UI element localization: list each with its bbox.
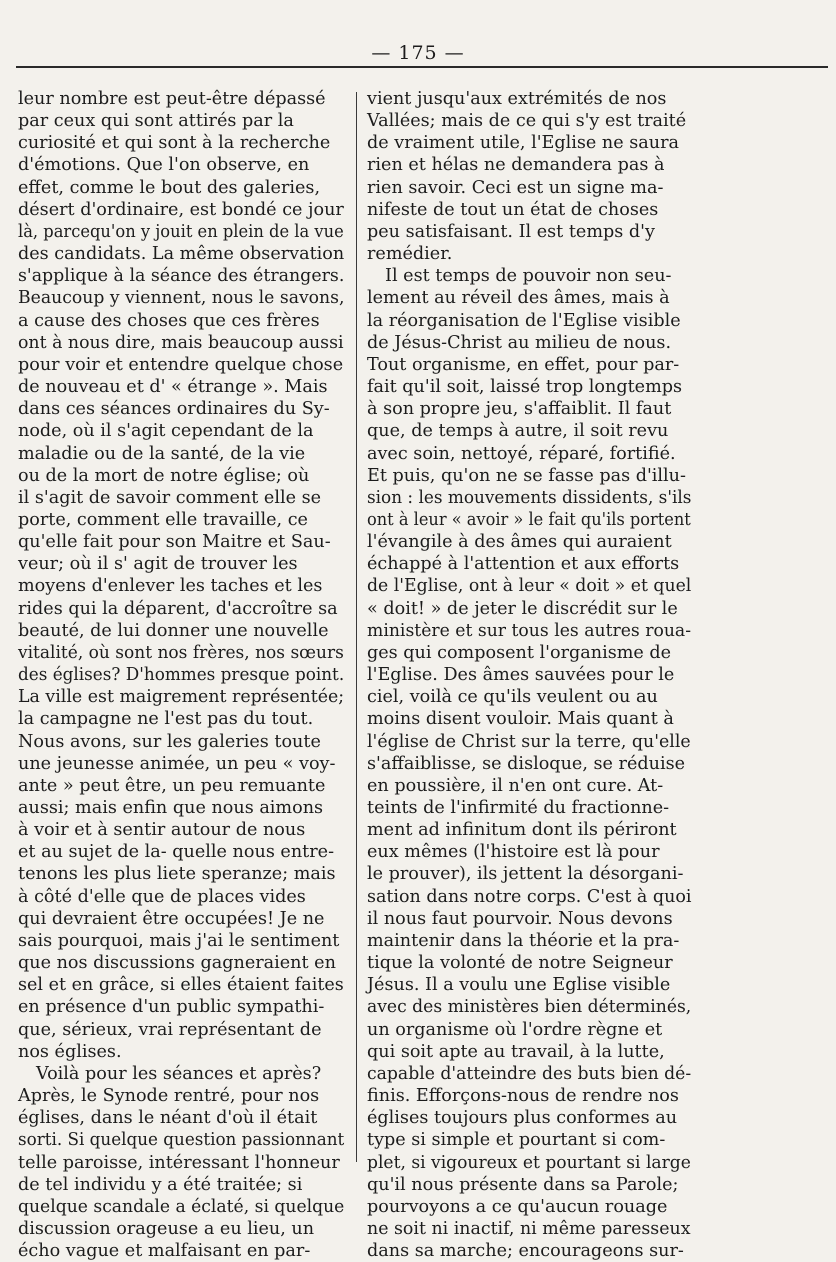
text-line: capable d'atteindre des buts bien dé-: [367, 1063, 692, 1084]
text-line: avec soin, nettoyé, réparé, fortifié.: [367, 443, 676, 464]
text-line: de l'Eglise, ont à leur « doit » et quel: [367, 576, 692, 597]
text-line: fait qu'il soit, laissé trop longtemps: [367, 377, 683, 398]
text-line: l'évangile à des âmes qui auraient: [367, 532, 672, 553]
text-line: beauté, de lui donner une nouvelle: [18, 620, 329, 641]
text-line: finis. Efforçons-nous de rendre nos: [367, 1086, 679, 1107]
header-rule: [16, 66, 828, 68]
text-line: dans sa marche; encourageons sur-: [367, 1241, 684, 1262]
text-line: lement au réveil des âmes, mais à: [367, 288, 670, 309]
text-line: Vallées; mais de ce qui s'y est traité: [367, 111, 687, 132]
text-line: s'affaiblisse, se disloque, se réduise: [367, 753, 686, 774]
text-line: échappé à l'attention et aux efforts: [367, 554, 680, 575]
text-line: une jeunesse animée, un peu « voy-: [18, 753, 336, 774]
text-line: rien savoir. Ceci est un signe ma-: [367, 177, 664, 198]
text-line: sel et en grâce, si elles étaient faites: [18, 975, 344, 996]
text-line: l'église de Christ sur la terre, qu'elle: [367, 731, 691, 752]
text-line: peu satisfaisant. Il est temps d'y: [367, 221, 655, 242]
page-number: — 175 —: [371, 42, 465, 64]
text-line: ont à leur « avoir » le fait qu'ils portent: [367, 509, 691, 530]
column-divider: [356, 92, 357, 1162]
text-line: qui soit apte au travail, à la lutte,: [367, 1041, 665, 1062]
text-line: églises, dans le néant d'où il était: [18, 1108, 318, 1129]
text-line: la réorganisation de l'Eglise visible: [367, 310, 681, 331]
text-line: désert d'ordinaire, est bondé ce jour: [18, 199, 344, 220]
text-line: sion : les mouvements dissidents, s'ils: [367, 487, 692, 508]
text-line: le prouver), ils jettent la désorgani-: [367, 864, 684, 885]
text-line: en poussière, il n'en ont cure. At-: [367, 775, 664, 796]
text-line: nos églises.: [18, 1041, 122, 1062]
text-line: que nos discussions gagneraient en: [18, 953, 336, 974]
text-line: rien et hélas ne demandera pas à: [367, 155, 665, 176]
text-line: vient jusqu'aux extrémités de nos: [367, 89, 667, 109]
text-line: eux mêmes (l'histoire est là pour: [367, 842, 660, 863]
text-line: la campagne ne l'est pas du tout.: [18, 709, 314, 730]
text-line: porte, comment elle travaille, ce: [18, 509, 308, 530]
left-column: [18, 88, 344, 1262]
text-line: rides qui la déparent, d'accroître sa: [18, 598, 338, 619]
text-line: un organisme où l'ordre règne et: [367, 1019, 663, 1040]
text-line: Et puis, qu'on ne se fasse pas d'illu-: [367, 465, 686, 486]
text-line: qu'elle fait pour son Maitre et Sau-: [18, 532, 331, 553]
text-line: sorti. Si quelque question passionnant: [18, 1130, 345, 1151]
text-line: ante » peut être, un peu remuante: [18, 775, 326, 796]
text-line: vitalité, où sont nos frères, nos sœurs: [18, 642, 344, 663]
text-line: ministère et sur tous les autres roua-: [367, 620, 692, 641]
text-line: tique la volonté de notre Seigneur: [367, 953, 673, 974]
text-line: type si simple et pourtant si com-: [367, 1130, 666, 1151]
text-line: sais pourquoi, mais j'ai le sentiment: [18, 930, 340, 951]
text-line: Jésus. Il a voulu une Eglise visible: [367, 975, 671, 996]
text-line: veur; où il s' agit de trouver les: [18, 554, 298, 575]
text-line: de nouveau et d' « étrange ». Mais: [18, 377, 328, 398]
text-line: plet, si vigoureux et pourtant si large: [367, 1152, 691, 1173]
text-line: ges qui composent l'organisme de: [367, 642, 672, 663]
text-line: effet, comme le bout des galeries,: [18, 177, 321, 198]
text-line: de vraiment utile, l'Eglise ne saura: [367, 133, 680, 154]
text-line: que, sérieux, vrai représentant de: [18, 1019, 322, 1040]
text-line: tenons les plus liete speranze; mais: [18, 864, 336, 885]
text-line: sation dans notre corps. C'est à quoi: [367, 886, 692, 907]
text-line: a cause des choses que ces frères: [18, 310, 320, 331]
text-line: de Jésus-Christ au milieu de nous.: [367, 332, 672, 353]
text-line: maladie ou de la santé, de la vie: [18, 443, 306, 464]
text-line: maintenir dans la théorie et la pra-: [367, 930, 680, 951]
text-line: à voir et à sentir autour de nous: [18, 820, 306, 841]
text-line: avec des ministères bien déterminés,: [367, 997, 692, 1018]
text-line: moyens d'enlever les taches et les: [18, 576, 323, 597]
text-line: il nous faut pourvoir. Nous devons: [367, 908, 673, 929]
text-line: leur nombre est peut-être dépassé: [18, 89, 326, 109]
text-line: l'Eglise. Des âmes sauvées pour le: [367, 665, 675, 686]
text-line: ment ad infinitum dont ils périront: [367, 820, 677, 841]
text-line: ciel, voilà ce qu'ils veulent ou au: [367, 687, 658, 708]
text-line: de tel individu y a été traitée; si: [18, 1174, 303, 1195]
text-line: pour voir et entendre quelque chose: [18, 354, 344, 375]
text-line: Tout organisme, en effet, pour par-: [367, 354, 680, 375]
text-line: des candidats. La même observation: [18, 244, 345, 265]
text-line: discussion orageuse a eu lieu, un: [18, 1218, 315, 1239]
text-line: aussi; mais enfin que nous aimons: [18, 798, 324, 818]
text-line: remédier.: [367, 244, 453, 265]
text-line: dans ces séances ordinaires du Sy-: [18, 399, 330, 420]
text-line: d'émotions. Que l'on observe, en: [18, 155, 310, 176]
text-line: à son propre jeu, s'affaiblit. Il faut: [367, 399, 672, 420]
text-line: node, où il s'agit cependant de la: [18, 421, 314, 442]
text-line: Voilà pour les séances et après?: [36, 1063, 322, 1084]
text-line: La ville est maigrement représentée;: [18, 687, 345, 708]
text-line: ne soit ni inactif, ni même paresseux: [367, 1218, 691, 1239]
text-line: à côté d'elle que de places vides: [18, 886, 306, 907]
text-line: des églises? D'hommes presque point.: [18, 665, 345, 686]
text-line: ont à nous dire, mais beaucoup aussi: [18, 332, 344, 353]
text-line: moins disent vouloir. Mais quant à: [367, 709, 674, 730]
text-line: là, parcequ'on y jouit en plein de la vue: [18, 221, 344, 242]
text-line: il s'agit de savoir comment elle se: [18, 487, 322, 508]
text-line: ou de la mort de notre église; où: [18, 465, 310, 486]
text-line: qu'il nous présente dans sa Parole;: [367, 1174, 679, 1195]
text-line: qui devraient être occupées! Je ne: [18, 908, 325, 929]
right-column: [367, 88, 691, 1262]
text-line: Nous avons, sur les galeries toute: [18, 731, 321, 752]
text-line: Après, le Synode rentré, pour nos: [18, 1086, 320, 1107]
text-line: que, de temps à autre, il soit revu: [367, 421, 669, 442]
text-line: en présence d'un public sympathi-: [18, 997, 325, 1018]
text-line: teints de l'infirmité du fractionne-: [367, 798, 670, 818]
text-line: par ceux qui sont attirés par la: [18, 111, 294, 132]
text-line: pourvoyons a ce qu'aucun rouage: [367, 1196, 668, 1217]
text-line: nifeste de tout un état de choses: [367, 199, 659, 220]
text-line: quelque scandale a éclaté, si quelque: [18, 1196, 345, 1217]
text-line: Il est temps de pouvoir non seu-: [385, 266, 672, 287]
text-line: Beaucoup y viennent, nous le savons,: [18, 288, 345, 309]
text-line: écho vague et malfaisant en par-: [18, 1241, 311, 1262]
text-line: églises toujours plus conformes au: [367, 1108, 678, 1129]
text-line: s'applique à la séance des étrangers.: [18, 266, 345, 287]
text-line: telle paroisse, intéressant l'honneur: [18, 1152, 340, 1173]
text-line: curiosité et qui sont à la recherche: [18, 133, 331, 154]
text-line: « doit! » de jeter le discrédit sur le: [367, 598, 678, 619]
text-line: et au sujet de la- quelle nous entre-: [18, 842, 335, 863]
